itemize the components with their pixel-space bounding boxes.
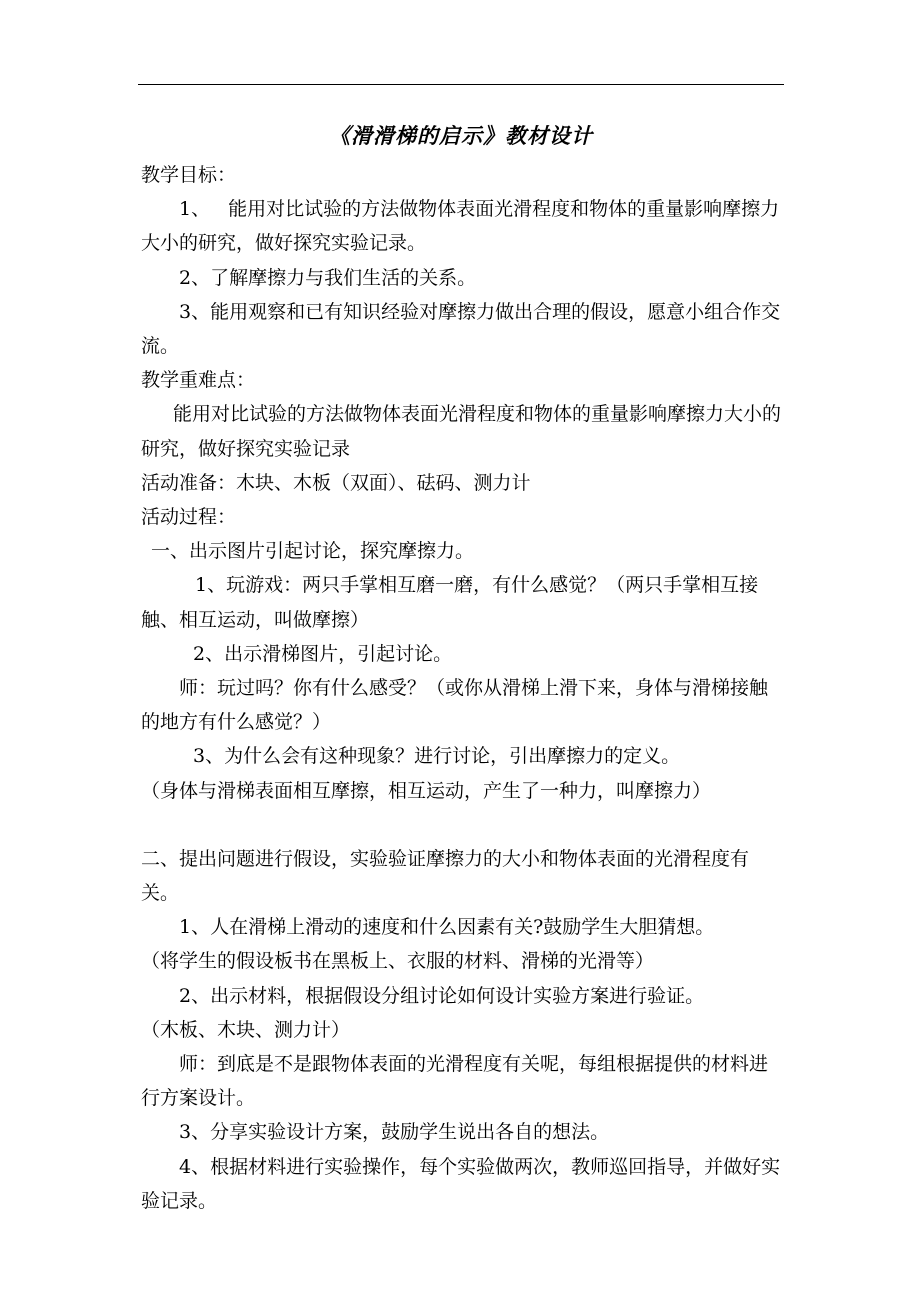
section-2-item-3: 3、分享实验设计方案，鼓励学生说出各自的想法。: [179, 1121, 610, 1144]
goal-1: [141, 192, 781, 260]
section-1-item-1: 1、玩游戏：两只手掌相互磨一磨，有什么感觉？（两只手掌相互接触、相互运动，叫做摩擦）: [141, 574, 759, 631]
goal-3: 3、能用观察和已有知识经验对摩擦力做出合理的假设，愿意小组合作交流。: [141, 300, 781, 358]
section-2-item-4: 4、根据材料进行实验操作，每个实验做两次，教师巡回指导，并做好实验记录。: [141, 1155, 781, 1212]
goals-heading: 教学目标：: [141, 164, 237, 186]
preparation: 活动准备：木块、木板（双面）、砝码、测力计: [141, 471, 531, 494]
section-2-item-1-note: （将学生的假设板书在黑板上、衣服的材料、滑梯的光滑等）: [141, 950, 655, 973]
process-heading: 活动过程：: [141, 506, 237, 529]
section-2-teacher-1: 师：到底是不是跟物体表面的光滑程度有关呢，每组根据提供的材料进行方案设计。: [141, 1053, 769, 1110]
header-rule: [138, 84, 784, 85]
goal-2: 2、了解摩擦力与我们生活的关系。: [179, 266, 477, 289]
section-1-item-3: 3、为什么会有这种现象？进行讨论，引出摩擦力的定义。: [193, 745, 681, 768]
document-title: 《滑滑梯的启示》教材设计: [329, 123, 593, 148]
section-2-heading: 二、提出问题进行假设，实验验证摩擦力的大小和物体表面的光滑程度有关。: [141, 847, 750, 905]
blank-line: [141, 808, 781, 842]
section-2-item-2-note: （木板、木块、测力计）: [141, 1018, 351, 1041]
key-points-text: 能用对比试验的方法做物体表面光滑程度和物体的重量影响摩擦力大小的研究，做好探究实验记录: [141, 403, 782, 460]
document-body: [141, 118, 781, 1218]
key-points-heading: 教学重难点：: [141, 369, 256, 392]
goal-1-number: 1、: [179, 198, 211, 221]
section-2-item-1: 1、人在滑梯上滑动的速度和什么因素有关?鼓励学生大胆猜想。: [179, 916, 715, 939]
section-2-item-2: 2、出示材料，根据假设分组讨论如何设计实验方案进行验证。: [179, 984, 705, 1007]
section-1-item-3-note: （身体与滑梯表面相互摩擦，相互运动，产生了一种力，叫摩擦力）: [141, 779, 712, 802]
section-1-item-2: 2、出示滑梯图片，引起讨论。: [193, 642, 453, 665]
section-1-teacher-1: 师：玩过吗？你有什么感受？（或你从滑梯上滑下来，身体与滑梯接触的地方有什么感觉？）: [141, 677, 769, 734]
goal-1-text: 能用对比试验的方法做物体表面光滑程度和物体的重量影响摩擦力大小的研究，做好探究实验记录。: [141, 198, 780, 255]
section-1-heading: 一、出示图片引起讨论，探究摩擦力。: [151, 540, 475, 563]
